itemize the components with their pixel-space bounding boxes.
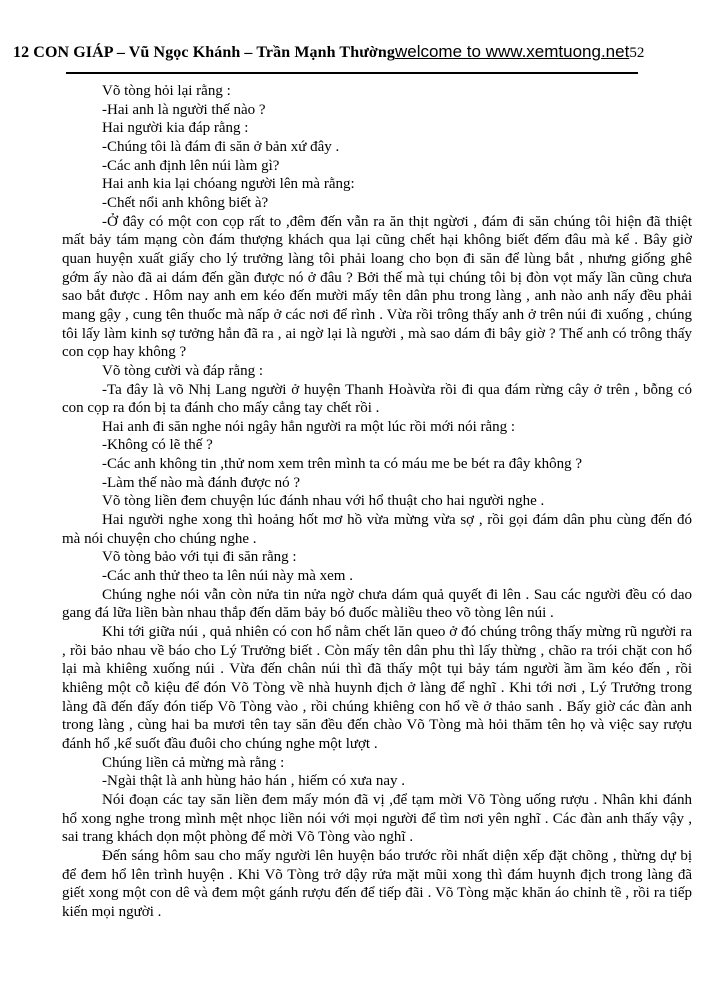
paragraph: Khi tới giữa núi , quả nhiên có con hổ nằm chết lăn queo ở đó chúng trông thấy mừng rũ người ra , rồi bảo nhau về báo cho Lý Trưởng biết . Còn mấy tên dân phu thì lấy thừng , chão ra trói chặt con hổ lại mà khiêng xuống núi . Vừa đến chân núi thì đã thấy một tụi bảy tám người ầm ầm kéo đến , rồi khiêng một cỗ kiệu để đón Võ Tòng về nhà huynh địch ở làng để nghĩ . Khi tới nơi , Lý Trưởng trong làng đã đến đấy đón tiếp Võ Tòng vào , rồi chúng khiêng con hổ về ở thảo sanh . Bấy giờ các đàn anh trong làng , cùng hai ba mươi tên tay săn đều đến chào Võ Tòng mà hỏi thăm tên họ và việc say rượu đánh hổ ,kể suốt đầu đuôi cho chúng nghe một lượt . [62, 624, 692, 752]
paragraph: -Ta đây là võ Nhị Lang người ở huyện Thanh Hoàvừa rồi đi qua đám rừng cây ở trên , bỗng có con cọp ra đón bị ta đánh cho mấy cẳng tay chết rồi . [62, 381, 692, 417]
page-header [13, 42, 645, 62]
paragraph: -Hai anh là người thế nào ? [102, 101, 266, 118]
paragraph: -Chúng tôi là đám đi săn ở bản xứ đây . [102, 138, 340, 155]
book-title: 12 CON GIÁP – Vũ Ngọc Khánh – Trần Mạnh Thường [13, 44, 395, 61]
paragraph: -Các anh thử theo ta lên núi này mà xem . [102, 568, 353, 585]
paragraph: Chúng nghe nói vẫn còn nửa tin nửa ngờ chưa dám quả quyết đi lên . Sau các người đều có dao gang đá lữa liền bàn nhau thắp đến dăm bảy bó đuốc màliều theo võ tòng lên núi . [62, 586, 692, 622]
paragraph: Hai anh đi săn nghe nói ngây hẳn người ra một lúc rồi mới nói rằng : [102, 418, 516, 435]
paragraph: Hai anh kia lại chóang người lên mà rằng: [102, 176, 355, 193]
paragraph: Hai người kia đáp rằng : [102, 120, 249, 137]
paragraph: -Chết nổi anh không biết à? [102, 194, 269, 211]
body-text [62, 82, 692, 922]
paragraph: Chúng liền cả mừng mà rằng : [102, 754, 285, 771]
website-link[interactable]: welcome to www.xemtuong.net [394, 42, 630, 61]
paragraph: -Các anh không tin ,thử nom xem trên mình ta có máu me be bét ra đây không ? [102, 456, 583, 473]
paragraph: Võ tòng liền đem chuyện lúc đánh nhau với hổ thuật cho hai người nghe . [102, 493, 545, 510]
paragraph: Võ tòng cười và đáp rằng : [102, 362, 264, 379]
paragraph: Nói đoạn các tay săn liền đem mấy món đã vị ,để tạm mời Võ Tòng uống rượu . Nhân khi đánh hổ xong nghe trong mình mệt nhọc liền nói với mọi người để tìm nơi yên nghĩ . Các đàn anh thấy vậy , sai trang khách dọn một phòng để mời Võ Tòng vào nghĩ . [62, 791, 692, 846]
paragraph: -Không có lẽ thế ? [102, 437, 213, 454]
page-number: 52 [629, 45, 645, 61]
paragraph: -Ở đây có một con cọp rất to ,đêm đến vẫn ra ăn thịt ngừơi , đám đi săn chúng tôi hiện đã thiệt mất bảy tám mạng còn đám thượng khách qua lại cũng chết hại không biết đếm đâu mà kể . Bây giờ quan huyện xuất giấy cho lý trưởng làng tôi phải loang cho bọn đi săn để lùng bắt , nhưng giống ghê gớm ấy nào đã ai dám đến gần được nó ở đâu ? Bởi thế mà tụi chúng tôi bị đòn vọt mấy lần cũng chưa sao bắt được . Hôm nay anh em kéo đến mười mấy tên dân phu trong làng , anh nào anh nấy đều phải mang gậy , cung tên thuốc mà nấp ở các nơi để rình . Vừa rồi trông thấy anh ở trên núi đi xuống , chúng tôi lấy làm kinh sợ tưởng hắn đã ra , ai ngờ lại là người , mà sao dám đi bây giờ ? Thế anh có trông thấy con cọp hay không ? [62, 213, 692, 361]
paragraph: Hai người nghe xong thì hoảng hốt mơ hồ vừa mừng vừa sợ , rồi gọi đám dân phu cùng đến đó mà nói chuyện cho chúng nghe . [62, 512, 692, 547]
paragraph: -Làm thế nào mà đánh được nó ? [102, 474, 301, 491]
paragraph: -Ngài thật là anh hùng hảo hán , hiếm có xưa nay . [102, 773, 406, 790]
paragraph: -Các anh định lên núi làm gì? [102, 157, 280, 174]
header-right [395, 42, 644, 62]
paragraph: Võ tòng hỏi lại rằng : [102, 83, 231, 99]
paragraph: Võ tòng bảo với tụi đi săn rằng : [102, 549, 297, 566]
paragraph: Đến sáng hôm sau cho mấy người lên huyện báo trước rồi nhất diện xếp đặt chõng , thừng dự bị để đem hổ lên trình huyện . Khi Võ Tòng trở dậy rửa mặt mũi xong thì đám huynh địch trong làng đã giết xong một con dê và đem một gánh rượu đến để tiếp đãi . Võ Tòng mặc khăn áo chỉnh tề , rồi ra tiếp kiến mọi người . [62, 847, 692, 920]
header-divider [66, 72, 638, 74]
